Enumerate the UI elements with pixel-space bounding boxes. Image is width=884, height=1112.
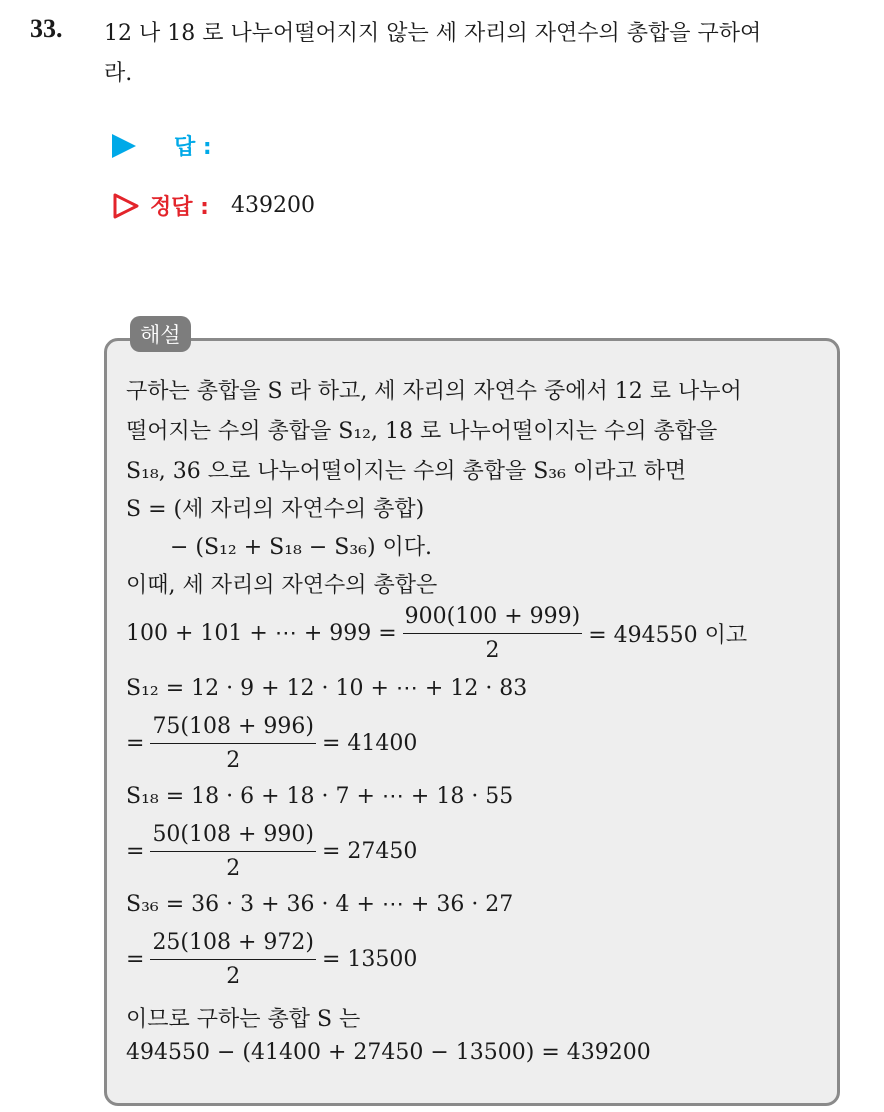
solution-line-3: S₁₈, 36 으로 나누어떨이지는 수의 총합을 S₃₆ 이라고 하면: [126, 459, 687, 484]
answer-label: 답 :: [174, 135, 212, 160]
solution-conclusion: 이므로 구하는 총합 S 는: [126, 1007, 361, 1032]
solution-line-4: S = (세 자리의 자연수의 총합): [126, 497, 425, 522]
correct-answer-value: 439200: [230, 193, 315, 218]
equation-s12: S₁₂ = 12 · 9 + 12 · 10 + ⋯ + 12 · 83: [126, 676, 528, 701]
solution-line-5: − (S₁₂ + S₁₈ − S₃₆) 이다.: [170, 535, 433, 560]
problem-number: 33.: [30, 14, 63, 43]
correct-answer-row: [112, 190, 315, 221]
answer-row: [112, 130, 212, 161]
equation-s18-value: = $\frac{50(108 + 990)}{2}$ = 27450: [126, 822, 418, 881]
fraction: $\frac{900(100 + 999)}{2}$: [404, 604, 581, 663]
solution-line-1: 구하는 총합을 S 라 하고, 세 자리의 자연수 중에서 12 로 나누어: [126, 379, 742, 404]
equation-s18: S₁₈ = 18 · 6 + 18 · 7 + ⋯ + 18 · 55: [126, 784, 514, 809]
solution-tab-label: 해설: [130, 316, 191, 352]
problem-text-line1: 12 나 18 로 나누어떨어지지 않는 세 자리의 자연수의 총합을 구하여: [104, 21, 762, 46]
play-triangle-icon: [112, 134, 136, 158]
fraction: $\frac{75(108 + 996)}{2}$: [152, 714, 314, 773]
solution-line-2: 떨어지는 수의 총합을 S₁₂, 18 로 나누어떨이지는 수의 총합을: [126, 419, 718, 444]
equation-s36: S₃₆ = 36 · 3 + 36 · 4 + ⋯ + 36 · 27: [126, 892, 514, 917]
solution-final-equation: 494550 − (41400 + 27450 − 13500) = 439200: [126, 1040, 651, 1065]
correct-answer-label: 정답 :: [150, 195, 209, 220]
solution-line-6: 이때, 세 자리의 자연수의 총합은: [126, 573, 438, 598]
problem-text-line2: 라.: [104, 61, 133, 86]
fraction: $\frac{50(108 + 990)}{2}$: [152, 822, 314, 881]
outline-triangle-icon: [112, 192, 140, 220]
equation-s36-value: = $\frac{25(108 + 972)}{2}$ = 13500: [126, 930, 418, 989]
fraction: $\frac{25(108 + 972)}{2}$: [152, 930, 314, 989]
equation-s12-value: = $\frac{75(108 + 996)}{2}$ = 41400: [126, 714, 418, 773]
problem-statement: [104, 14, 864, 94]
equation-total-sum: 100 + 101 + ⋯ + 999 = $\frac{900(100 + 999)}{2}$ = 494550 이고: [126, 604, 748, 663]
